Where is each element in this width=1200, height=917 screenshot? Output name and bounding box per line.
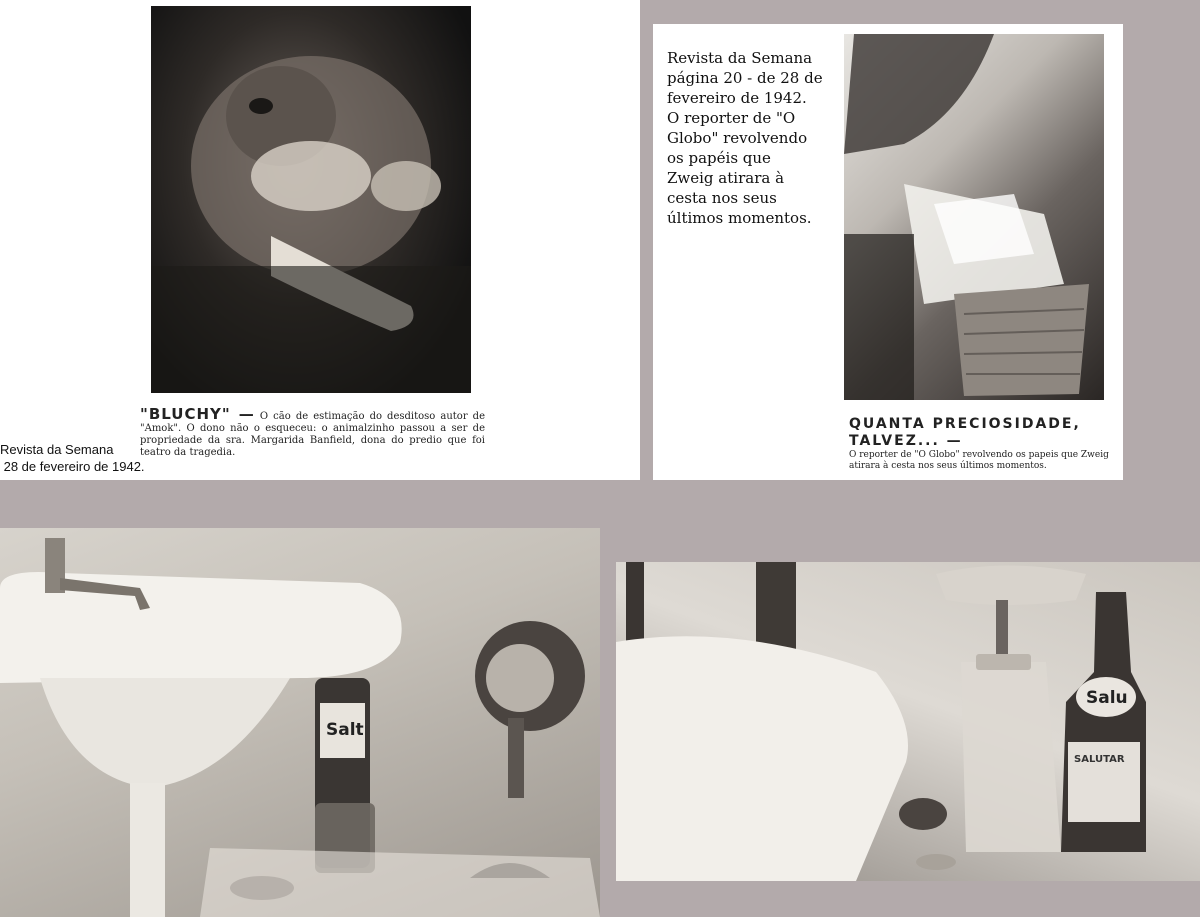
- description-line: fevereiro de 1942.: [667, 89, 807, 107]
- caption-heading: QUANTA PRECIOSIDADE, TALVEZ... —: [849, 416, 1081, 449]
- caption-body: O reporter de "O Globo" revolvendo os papeis que Zweig atirara à cesta nos seus últimos momentos.: [849, 450, 1109, 471]
- source-label-line1: Revista da Semana: [0, 442, 114, 457]
- sink-photo: [0, 528, 600, 917]
- dog-photo-caption: [140, 405, 485, 459]
- bottle-label-top: Salu: [1086, 688, 1128, 708]
- bottle-label-main: SALUTAR: [1074, 754, 1125, 765]
- dog-photo: [151, 6, 471, 393]
- description-line: últimos momentos.: [667, 209, 812, 227]
- dog-article-panel: [0, 0, 640, 480]
- bottles-illustration: [616, 562, 1200, 881]
- basket-photo-caption: [849, 416, 1109, 472]
- source-label: [0, 441, 145, 475]
- article-description: [667, 48, 847, 228]
- description-line: Globo" revolvendo: [667, 129, 808, 147]
- description-line: os papéis que: [667, 149, 771, 167]
- caption-body: O cão de estimação do desditoso autor de "Amok". O dono não o esqueceu: o animalzinho passou a ser de propriedade da sra. Margarida Banfield, dona do predio que foi teatro da tragedia.: [140, 411, 485, 458]
- basket-article-panel: [653, 24, 1123, 480]
- description-line: página 20 - de 28 de: [667, 69, 823, 87]
- basket-illustration: [844, 34, 1104, 400]
- caption-heading: "BLUCHY" —: [140, 405, 255, 423]
- description-line: Revista da Semana: [667, 49, 813, 67]
- description-line: Zweig atirara à: [667, 169, 785, 187]
- bottles-photo: [616, 562, 1200, 881]
- description-line: cesta nos seus: [667, 189, 777, 207]
- basket-photo: [844, 34, 1104, 400]
- dog-illustration: [151, 6, 471, 393]
- bottle-label: Salt: [326, 720, 364, 740]
- source-label-line2: 28 de fevereiro de 1942.: [0, 459, 145, 474]
- description-line: O reporter de "O: [667, 109, 796, 127]
- sink-illustration: [0, 528, 600, 917]
